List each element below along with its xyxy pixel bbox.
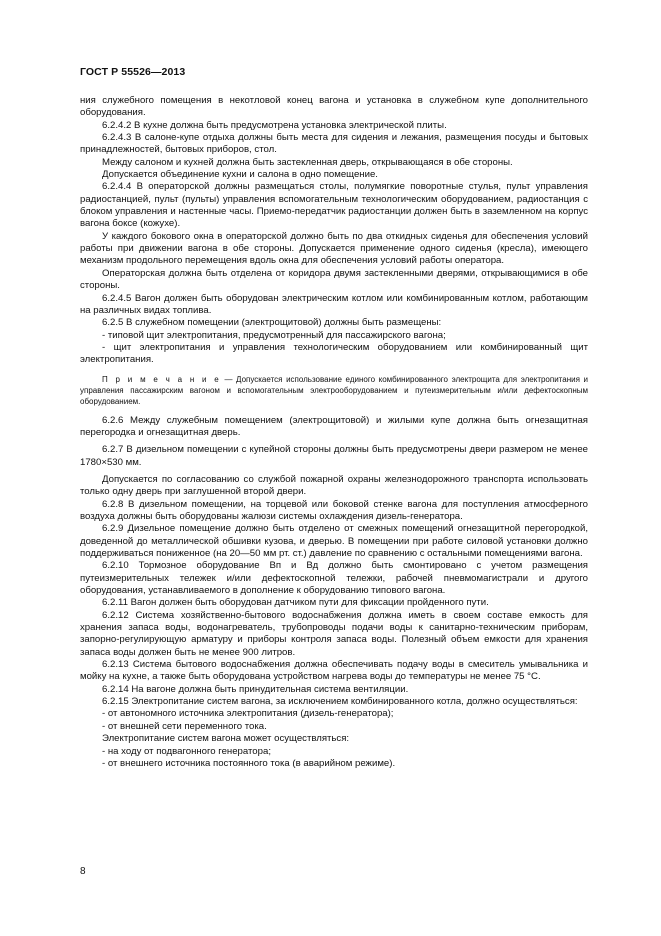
paragraph: 6.2.14 На вагоне должна быть принудительная система вентиляции. — [102, 683, 409, 695]
paragraph: 6.2.6 Между служебным помещением (электрощитовой) и жилыми купе должна быть огнезащитная перегородка и огнезащитная дверь. — [80, 414, 588, 438]
paragraph: 6.2.12 Система хозяйственно-бытового водоснабжения должна иметь в своем составе емкость для хранения запаса воды, водонагреватель, трубопроводы подачи воды к санитарно-техническим приборам, запорно-регулирующую арматуру и приборы контроля запаса воды. Полезный объем емкости для хранения запаса воды должен быть не менее 900 литров. — [80, 609, 588, 658]
paragraph: 6.2.9 Дизельное помещение должно быть отделено от смежных помещений огнезащитной перегородкой, доведенной до металлической обшивки кузова, и дверью. В помещении при работе силовой установки должно поддерживаться пониженное (на 20—50 мм рт. ст.) давление по сравнению с остальными помещениями вагона. — [80, 523, 588, 559]
note-label: П р и м е ч а н и е — [102, 374, 221, 384]
list-item: - от внешнего источника постоянного тока (в аварийном режиме). — [102, 757, 396, 769]
note — [80, 374, 588, 407]
paragraph: 6.2.15 Электропитание систем вагона, за исключением комбинированного котла, должно осуществляться: — [102, 696, 578, 708]
paragraph: 6.2.4.5 Вагон должен быть оборудован электрическим котлом или комбинированным котлом, работающим на различных видах топлива. — [80, 292, 588, 316]
list-item: - на ходу от подвагонного генератора; — [102, 745, 271, 757]
paragraph: Допускается объединение кухни и салона в одно помещение. — [102, 169, 378, 181]
list-item: - типовой щит электропитания, предусмотренный для пассажирского вагона; — [102, 329, 446, 341]
paragraph: 6.2.10 Тормозное оборудование Вп и Вд должно быть смонтировано с учетом размещения путеизмерительных тележек и/или дефектоскопной тележки, рабочей пневмомагистрали и другого оборудования, устанавливаемого в дополнение к оборудованию типового вагона. — [80, 560, 588, 597]
paragraph: 6.2.13 Система бытового водоснабжения должна обеспечивать подачу воды в смеситель умывальника и мойку на кухне, а также быть оборудована устройством нагрева воды до температуры не менее 75 °С. — [80, 659, 588, 683]
paragraph: Допускается по согласованию со службой пожарной охраны железнодорожного транспорта использовать только одну дверь при заглушенной второй двери. — [80, 473, 588, 498]
paragraph: 6.2.4.4 В операторской должны размещаться столы, полумягкие поворотные стулья, пульт управления радиостанцией, пульт (пульты) управления вспомогательным технологическим оборудованием, радиостанция с блоком управления и настенные часы. Приемо-передатчик радиостанции должен быть в заземленном на корпус вагона боксе (кожухе). — [80, 181, 588, 230]
paragraph: 6.2.11 Вагон должен быть оборудован датчиком пути для фиксации пройденного пути. — [102, 597, 489, 609]
note-text: — Допускается использование единого комбинированного электрощита для электропитания и управления пассажирским вагоном и вспомогательным электрооборудованием и путеизмерительным и/или дефектоскопным оборудованием. — [80, 374, 588, 406]
paragraph: Электропитание систем вагона может осуществляться: — [102, 733, 350, 745]
list-item: - от автономного источника электропитания (дизель-генератора); — [102, 708, 394, 720]
paragraph: У каждого бокового окна в операторской должно быть по два откидных сиденья для обеспечения условий работы при движении вагона в обе стороны. Допускается применение одного сиденья (кресла), имеющего механизм продольного перемещения вдоль окна для обеспечения условий работы оператора. — [80, 230, 588, 267]
page-number: 8 — [80, 866, 86, 877]
paragraph: 6.2.4.2 В кухне должна быть предусмотрена установка электрической плиты. — [102, 119, 447, 131]
paragraph: 6.2.5 В служебном помещении (электрощитовой) должны быть размещены: — [102, 317, 442, 329]
paragraph: 6.2.7 В дизельном помещении с купейной стороны должны быть предусмотрены двери размером не менее 1780×530 мм. — [80, 444, 588, 468]
standard-designation: ГОСТ Р 55526—2013 — [80, 66, 186, 78]
list-item: - щит электропитания и управления технологическим оборудованием или комбинированный щит электропитания. — [80, 341, 588, 366]
paragraph: Операторская должна быть отделена от коридора двумя застекленными дверями, открывающимися в обе стороны. — [80, 267, 588, 292]
paragraph: 6.2.4.3 В салоне-купе отдыха должны быть места для сидения и лежания, размещения посуды и бытовых принадлежностей, бытовых приборов, стол. — [80, 132, 588, 156]
list-item: - от внешней сети переменного тока. — [102, 720, 267, 732]
paragraph: Между салоном и кухней должна быть застекленная дверь, открывающаяся в обе стороны. — [102, 156, 513, 168]
paragraph: ния служебного помещения в некотловой конец вагона и установка в служебном купе дополнительного оборудования. — [80, 95, 588, 119]
paragraph: 6.2.8 В дизельном помещении, на торцевой или боковой стенке вагона для поступления атмосферного воздуха должны быть оборудованы жалюзи системы охлаждения дизель-генератора. — [80, 498, 588, 522]
page-body — [80, 95, 588, 770]
